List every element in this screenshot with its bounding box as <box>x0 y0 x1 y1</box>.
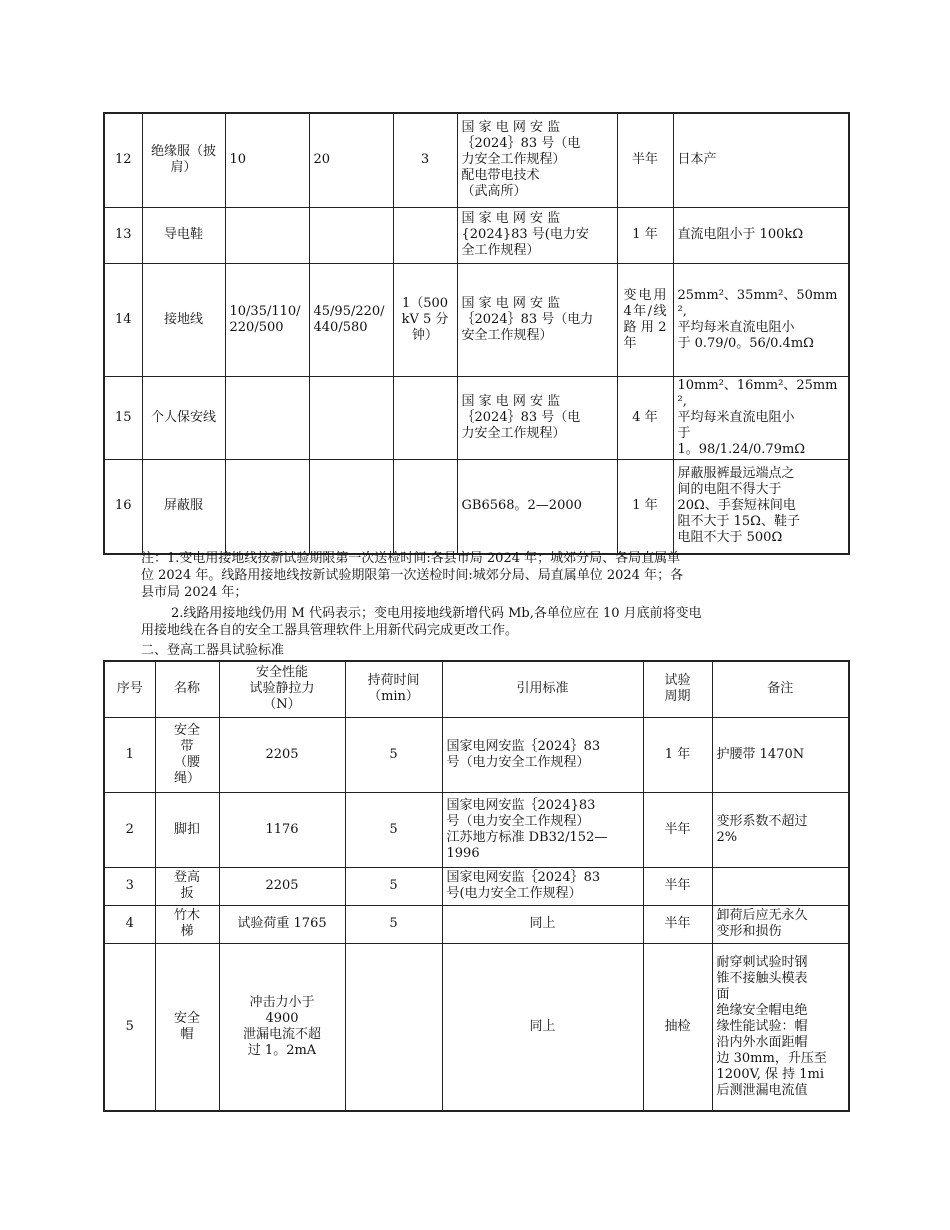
cell-force <box>219 943 345 1111</box>
cell-remark-line: 于 0.79/0。56/0.4mΩ <box>677 335 814 351</box>
cell-name-line: 导电鞋 <box>163 227 203 242</box>
cell-period-line: 半年 <box>664 821 691 837</box>
header-period <box>643 661 712 717</box>
cell-period <box>643 943 712 1111</box>
table-row <box>104 207 849 263</box>
cell-standard-line: （武高所） <box>461 184 527 200</box>
header-hold <box>345 661 442 717</box>
cell-remark-line: 电阻不大于 500Ω <box>677 530 783 546</box>
cell-name-line: 屏蔽服 <box>163 498 203 514</box>
cell-force <box>219 905 345 943</box>
cell-remark-line: 耐穿刺试验时钢 <box>716 954 808 970</box>
cell-remark-line: 2% <box>716 829 738 845</box>
cell-standard-line: 力安全工作规程） <box>461 152 566 168</box>
header-force <box>219 661 345 717</box>
cell-standard <box>457 207 617 263</box>
test-standards-table-climbing <box>103 660 850 1112</box>
cell-name <box>155 943 219 1111</box>
cell-remark-line: 平均每米直流电阻小 <box>677 409 795 425</box>
cell-hold <box>345 792 442 867</box>
header-standard: 引用标准 <box>442 661 643 717</box>
cell-name-line: 竹木 <box>173 908 200 923</box>
cell-standard-line: 号（电力安全工作规程） <box>446 813 590 829</box>
cell-standard-line: 全工作规程） <box>461 243 540 258</box>
cell-standard-line: 江苏地方标准 DB32/152— <box>446 829 608 845</box>
cell-standard-line: 国 家 电 网 安 监 <box>461 211 561 226</box>
cell-name-line: 绳） <box>173 770 200 786</box>
cell-test-voltage <box>309 376 393 459</box>
cell-standard <box>442 867 643 905</box>
cell-no <box>104 207 142 263</box>
cell-hold <box>345 717 442 792</box>
cell-standard-line: 安全工作规程） <box>461 327 553 343</box>
cell-period-line: 1 年 <box>632 498 658 514</box>
cell-test-voltage-line: 45/95/220/440/580 <box>313 303 385 335</box>
header-force-line: （N） <box>263 697 301 713</box>
cell-standard-line: 国家电网安监｛2024｝83 <box>446 870 601 885</box>
note-2-line-2: 用接地线在各自的安全工器具管理软件上用新代码完成更改工作。 <box>141 623 519 638</box>
cell-name-line: 帽 <box>180 1026 194 1042</box>
cell-standard-line: 国 家 电 网 安 监 <box>461 295 561 311</box>
cell-force <box>219 717 345 792</box>
cell-name-line: 登高 <box>173 870 200 885</box>
cell-name <box>142 263 225 376</box>
cell-standard <box>457 113 617 207</box>
cell-remark <box>673 207 849 263</box>
cell-voltage-line: 10/35/110/220/500 <box>229 303 301 335</box>
cell-standard-line: {2024}83 号(电力安 <box>461 227 589 242</box>
cell-hold-line: 5 <box>389 821 398 837</box>
table-row <box>104 867 849 905</box>
cell-standard <box>457 263 617 376</box>
cell-remark-line: 1200V, 保 持 1mi <box>716 1066 824 1082</box>
cell-name <box>142 207 225 263</box>
cell-standard-line: 同上 <box>529 1018 556 1034</box>
cell-period-line: 1 年 <box>664 746 691 762</box>
cell-no-line: 13 <box>114 227 132 242</box>
cell-standard <box>457 376 617 459</box>
cell-no <box>104 459 142 554</box>
cell-name <box>142 376 225 459</box>
cell-no <box>104 717 155 792</box>
cell-standard-line: 国 家 电 网 安 监 <box>461 120 561 136</box>
cell-remark <box>673 459 849 554</box>
cell-voltage-line: 10 <box>229 152 247 168</box>
cell-no-line: 16 <box>114 498 132 514</box>
section-title: 二、登高工器具试验标准 <box>141 643 285 658</box>
cell-no <box>104 867 155 905</box>
cell-hold-line: 5 <box>389 916 398 931</box>
cell-test-voltage-line: 20 <box>313 152 331 168</box>
cell-hold <box>345 943 442 1111</box>
cell-standard-line: 同上 <box>529 916 556 931</box>
cell-test-voltage <box>309 113 393 207</box>
cell-duration <box>393 207 457 263</box>
cell-hold <box>345 867 442 905</box>
table-row <box>104 113 849 207</box>
cell-voltage <box>225 207 309 263</box>
cell-remark <box>673 376 849 459</box>
header-hold-line: （min） <box>368 689 419 705</box>
cell-voltage <box>225 263 309 376</box>
cell-period-line: 抽检 <box>664 1018 691 1034</box>
cell-period-line: 半年 <box>664 916 691 931</box>
cell-period <box>617 459 673 554</box>
cell-remark-line: 间的电阻不得大于 <box>677 482 782 498</box>
cell-voltage <box>225 459 309 554</box>
cell-force-line: 2205 <box>265 746 299 762</box>
cell-force-line: 过 1。2mA <box>247 1042 317 1058</box>
cell-standard-line: ｛2024｝83 号（电 <box>461 409 581 425</box>
cell-remark-line: 屏蔽服裤最远端点之 <box>677 466 795 482</box>
cell-remark-line: 于 <box>677 425 691 441</box>
cell-name-line: 绝缘服（披肩） <box>150 144 216 176</box>
cell-name-line: 个人保安线 <box>150 409 216 425</box>
cell-standard-line: ｛2024｝83 号（电 <box>461 136 581 152</box>
header-hold-line: 持荷时间 <box>367 673 420 689</box>
cell-no <box>104 113 142 207</box>
table-row <box>104 263 849 376</box>
cell-remark <box>673 263 849 376</box>
cell-no-line: 12 <box>114 152 132 168</box>
cell-standard <box>442 717 643 792</box>
table-row <box>104 792 849 867</box>
header-period-line: 试验 <box>664 673 691 689</box>
cell-name-line: 接地线 <box>163 311 203 327</box>
cell-no-line: 1 <box>125 746 134 762</box>
cell-name-line: （腰 <box>173 754 200 770</box>
cell-period <box>643 905 712 943</box>
cell-remark-line: 20Ω、手套短袜间电 <box>677 498 796 514</box>
cell-standard <box>457 459 617 554</box>
cell-remark-line: 25mm²、35mm²、50mm², <box>677 287 838 319</box>
table-row <box>104 905 849 943</box>
cell-period <box>617 263 673 376</box>
cell-force-line: 1176 <box>265 821 299 837</box>
cell-period-line: 变电用4年/线路用2年 <box>623 287 667 351</box>
cell-name <box>155 867 219 905</box>
cell-no <box>104 263 142 376</box>
cell-no-line: 15 <box>114 409 132 425</box>
cell-no-line: 14 <box>114 311 132 327</box>
cell-test-voltage <box>309 207 393 263</box>
cell-remark-line: 边 30mm，升压至 <box>716 1050 827 1066</box>
cell-period <box>617 207 673 263</box>
cell-force-line: 试验荷重 1765 <box>237 916 327 931</box>
cell-hold-line: 5 <box>389 746 398 762</box>
cell-force <box>219 792 345 867</box>
header-period-line: 周期 <box>664 689 691 705</box>
cell-remark <box>712 943 849 1111</box>
cell-hold-line: 5 <box>389 878 398 893</box>
cell-remark-line: 护腰带 1470N <box>716 746 805 762</box>
cell-name-line: 带 <box>180 738 194 754</box>
cell-period <box>643 867 712 905</box>
cell-name <box>155 905 219 943</box>
cell-standard-line: 1996 <box>446 845 480 861</box>
cell-name <box>142 459 225 554</box>
cell-remark-line: 日本产 <box>677 152 717 168</box>
cell-force <box>219 867 345 905</box>
cell-standard-line: GB6568。2—2000 <box>461 498 582 514</box>
note-1-line-2: 位 2024 年。线路用接地线按新试验期限第一次送检时间:城郊分局、局直属单位 2024 年；各 <box>141 568 684 583</box>
cell-name <box>155 792 219 867</box>
cell-voltage <box>225 376 309 459</box>
table-header-row <box>104 661 849 717</box>
cell-standard-line: ｛2024｝83 号（电力 <box>461 311 594 327</box>
cell-remark <box>712 867 849 905</box>
table-row <box>104 943 849 1111</box>
cell-test-voltage <box>309 263 393 376</box>
cell-remark-line: 平均每米直流电阻小 <box>677 319 795 335</box>
cell-remark-line: 沿内外水面距帽 <box>716 1034 808 1050</box>
cell-duration-line: 3 <box>420 152 430 168</box>
cell-name <box>155 717 219 792</box>
cell-hold <box>345 905 442 943</box>
cell-remark-line: 变形系数不超过 <box>716 813 808 829</box>
cell-no-line: 3 <box>125 878 134 893</box>
header-no: 序号 <box>104 661 155 717</box>
cell-standard-line: 国 家 电 网 安 监 <box>461 393 561 409</box>
cell-remark-line: 1。98/1.24/0.79mΩ <box>677 441 806 457</box>
cell-remark <box>673 113 849 207</box>
cell-duration <box>393 459 457 554</box>
cell-period <box>643 717 712 792</box>
cell-standard-line: 配电带电技术 <box>461 168 540 184</box>
cell-name-line: 脚扣 <box>173 821 200 837</box>
cell-voltage <box>225 113 309 207</box>
cell-remark-line: 锥不接触头模表 <box>716 970 808 986</box>
cell-remark <box>712 905 849 943</box>
cell-standard <box>442 943 643 1111</box>
cell-period-line: 1 年 <box>632 227 658 242</box>
cell-period-line: 半年 <box>631 152 658 168</box>
test-standards-table-electrical <box>103 112 850 555</box>
cell-remark <box>712 792 849 867</box>
table-row <box>104 376 849 459</box>
cell-no <box>104 792 155 867</box>
cell-remark-line: 缘性能试验：帽 <box>716 1018 808 1034</box>
cell-no-line: 4 <box>125 916 134 931</box>
cell-name-line: 安全 <box>173 1010 200 1026</box>
cell-standard-line: 号(电力安全工作规程） <box>446 886 582 901</box>
cell-standard-line: 国家电网安监｛2024｝83 <box>446 738 601 754</box>
cell-standard <box>442 792 643 867</box>
note-1 <box>141 550 821 601</box>
cell-name-line: 扳 <box>180 886 194 901</box>
cell-period <box>643 792 712 867</box>
cell-force-line: 冲击力小于 <box>249 994 315 1010</box>
cell-period-line: 半年 <box>664 878 691 893</box>
cell-no <box>104 376 142 459</box>
cell-remark-line: 绝缘安全帽电绝 <box>716 1002 808 1018</box>
cell-duration <box>393 376 457 459</box>
cell-period <box>617 376 673 459</box>
cell-no <box>104 905 155 943</box>
cell-period <box>617 113 673 207</box>
cell-period-line: 4 年 <box>632 409 658 425</box>
header-remark: 备注 <box>712 661 849 717</box>
table-row <box>104 717 849 792</box>
cell-remark <box>712 717 849 792</box>
cell-remark-line: 直流电阻小于 100kΩ <box>677 227 804 242</box>
cell-remark-line: 卸荷后应无永久 <box>716 908 808 923</box>
cell-standard-line: 力安全工作规程） <box>461 425 566 441</box>
cell-remark-line: 10mm²、16mm²、25mm², <box>677 377 838 409</box>
cell-no-line: 5 <box>125 1018 134 1034</box>
header-name: 名称 <box>155 661 219 717</box>
cell-name-line: 安全 <box>173 722 200 738</box>
cell-no <box>104 943 155 1111</box>
note-1-line-3: 县市局 2024 年； <box>141 585 248 600</box>
cell-remark-line: 后测泄漏电流值 <box>716 1082 808 1098</box>
cell-remark-line: 变形和损伤 <box>716 924 782 939</box>
note-2 <box>141 605 821 639</box>
cell-no-line: 2 <box>125 821 134 837</box>
cell-standard-line: 号（电力安全工作规程） <box>446 754 590 770</box>
cell-standard <box>442 905 643 943</box>
cell-duration-line: 1（500 kV 5 分钟） <box>401 295 449 343</box>
cell-remark-line: 阻不大于 15Ω、鞋子 <box>677 514 800 530</box>
cell-duration <box>393 113 457 207</box>
cell-force-line: 4900 <box>265 1010 299 1026</box>
cell-force-line: 泄漏电流不超 <box>242 1026 321 1042</box>
header-force-line: 安全性能 <box>255 665 308 681</box>
header-force-line: 试验静拉力 <box>249 681 315 697</box>
cell-standard-line: 国家电网安监｛2024}83 <box>446 797 596 813</box>
cell-duration <box>393 263 457 376</box>
cell-remark-line: 面 <box>716 986 730 1002</box>
cell-name <box>142 113 225 207</box>
note-2-line-1: 2.线路用接地线仍用 M 代码表示；变电用接地线新增代码 Mb,各单位应在 10 月底前将变电 <box>171 606 702 621</box>
note-1-line-1: 注：1.变电用接地线按新试验期限第一次送检时间:各县市局 2024 年；城郊分局、各局直属单 <box>141 551 681 566</box>
table-row <box>104 459 849 554</box>
cell-test-voltage <box>309 459 393 554</box>
cell-name-line: 梯 <box>180 924 194 939</box>
cell-force-line: 2205 <box>265 878 299 893</box>
